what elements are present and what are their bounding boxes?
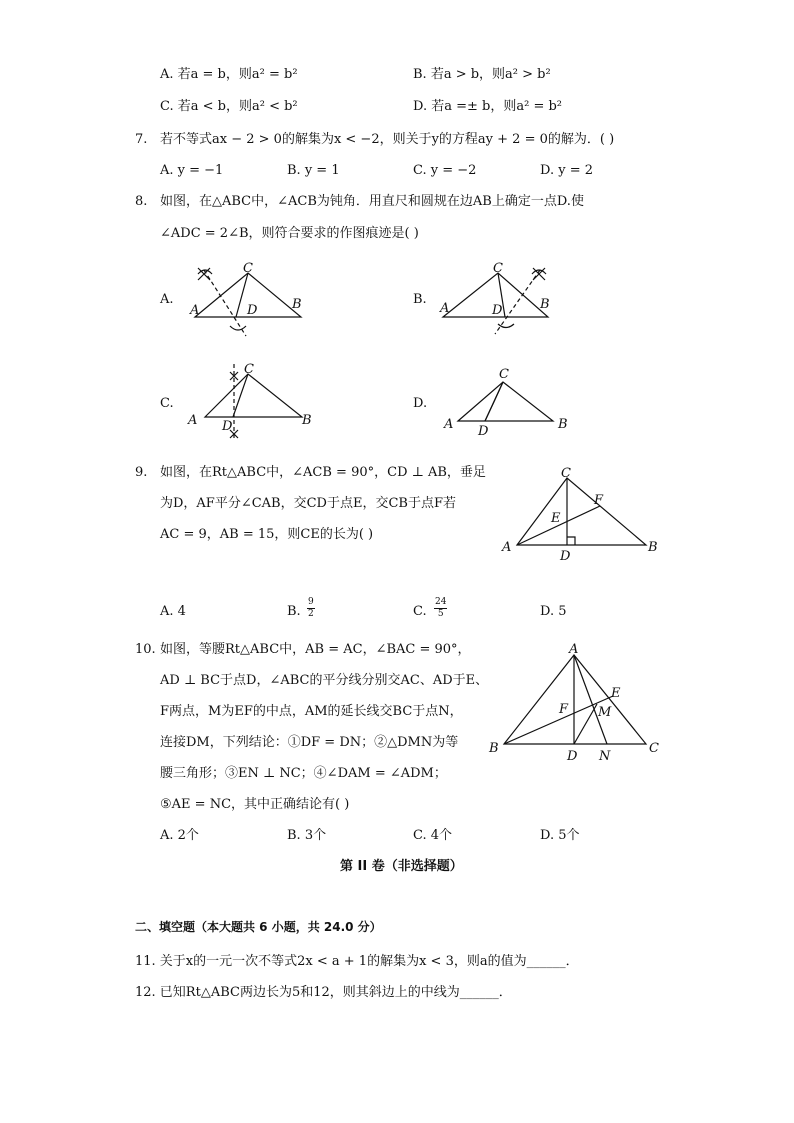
- q10-label-m: M: [598, 705, 612, 720]
- q9-label-f: F: [594, 493, 604, 508]
- q9-option-d: D. 5: [540, 604, 567, 619]
- q9-option-b-fraction: [307, 598, 315, 619]
- q8-d-label-d: D: [478, 424, 489, 439]
- q10-label-a: A: [569, 642, 579, 657]
- q9-option-c-numerator: 24: [435, 597, 447, 607]
- q10-number: 10.: [135, 642, 156, 657]
- q9-option-b-letter: B.: [287, 604, 301, 619]
- q10-stem-line3: F两点，M为EF的中点，AM的延长线交BC于点N，: [160, 704, 463, 719]
- q8-number: 8.: [135, 194, 148, 209]
- q8-option-a-letter: A.: [160, 292, 174, 307]
- q8-b-label-c: C: [493, 261, 503, 276]
- q6-option-d: D. 若a =± b，则a² = b²: [413, 99, 562, 114]
- q9-option-c-denominator: 5: [437, 609, 444, 619]
- q8-a-label-a: A: [190, 303, 200, 318]
- q7-option-b: B. y = 1: [287, 163, 340, 178]
- q7-number: 7.: [135, 132, 148, 147]
- q9-label-e: E: [551, 511, 561, 526]
- q10-option-d: D. 5个: [540, 828, 580, 843]
- q9-number: 9.: [135, 465, 148, 480]
- q6-option-c: C. 若a < b，则a² < b²: [160, 99, 298, 114]
- q7-option-d: D. y = 2: [540, 163, 593, 178]
- q10-stem-line1: 如图，等腰Rt△ABC中，AB = AC，∠BAC = 90°，: [160, 642, 471, 657]
- q9-option-c-letter: C.: [413, 604, 427, 619]
- q10-option-c: C. 4个: [413, 828, 453, 843]
- q9-label-a: A: [502, 540, 512, 555]
- q9-stem-line1: 如图，在Rt△ABC中，∠ACB = 90°，CD ⊥ AB，垂足: [160, 465, 486, 480]
- q8-c-label-a: A: [188, 413, 198, 428]
- q8-option-c-letter: C.: [160, 396, 174, 411]
- q12-text: 12. 已知Rt△ABC两边长为5和12，则其斜边上的中线为______．: [135, 985, 512, 1000]
- q10-stem-line2: AD ⊥ BC于点D，∠ABC的平分线分别交AC、AD于E、: [160, 673, 489, 688]
- q8-stem-line1: 如图，在△ABC中，∠ACB为钝角．用直尺和圆规在边AB上确定一点D.使: [160, 194, 584, 209]
- q10-stem-line5: 腰三角形；③EN ⊥ NC；④∠DAM = ∠ADM；: [160, 766, 447, 781]
- q10-option-b: B. 3个: [287, 828, 327, 843]
- q10-label-d: D: [567, 749, 578, 764]
- q7-option-c: C. y = −2: [413, 163, 477, 178]
- q9-label-d: D: [560, 549, 571, 564]
- q9-stem-line2: 为D，AF平分∠CAB，交CD于点E，交CB于点F若: [160, 496, 456, 511]
- q9-option-a: A. 4: [160, 604, 186, 619]
- q8-a-label-c: C: [243, 261, 253, 276]
- q8-option-d-letter: D.: [413, 396, 428, 411]
- q6-option-b: B. 若a > b，则a² > b²: [413, 67, 551, 82]
- q8-a-label-b: B: [292, 297, 302, 312]
- q8-c-label-d: D: [222, 419, 233, 434]
- q7-option-a: A. y = −1: [160, 163, 224, 178]
- q11-text: 11. 关于x的一元一次不等式2x < a + 1的解集为x < 3，则a的值为______．: [135, 954, 579, 969]
- part2-title: 第 II 卷（非选择题）: [340, 859, 463, 874]
- q9-label-c: C: [561, 466, 571, 481]
- q9-option-b-denominator: 2: [308, 609, 314, 619]
- q10-stem-line4: 连接DM，下列结论：①DF = DN；②△DMN为等: [160, 735, 459, 750]
- q10-stem-line6: ⑤AE = NC，其中正确结论有( ): [160, 797, 350, 812]
- q10-option-a: A. 2个: [160, 828, 199, 843]
- q9-option-c-fraction: [434, 598, 447, 619]
- q8-option-b-letter: B.: [413, 292, 427, 307]
- q6-option-a: A. 若a = b，则a² = b²: [160, 67, 298, 82]
- q10-label-n: N: [599, 749, 611, 764]
- q9-label-b: B: [648, 540, 658, 555]
- q8-b-label-d: D: [492, 303, 503, 318]
- q8-stem-line2: ∠ADC = 2∠B，则符合要求的作图痕迹是( ): [160, 226, 419, 241]
- q9-option-b-numerator: 9: [308, 597, 314, 607]
- q8-b-label-a: A: [440, 301, 450, 316]
- q10-label-f: F: [559, 702, 569, 717]
- q8-d-label-a: A: [444, 417, 454, 432]
- q10-label-c: C: [649, 741, 659, 756]
- q8-b-label-b: B: [540, 297, 550, 312]
- q8-a-label-d: D: [247, 303, 258, 318]
- q8-c-label-b: B: [302, 413, 312, 428]
- q7-stem: 若不等式ax − 2 > 0的解集为x < −2，则关于y的方程ay + 2 = 0的解为．( ): [160, 132, 615, 147]
- q9-stem-line3: AC = 9，AB = 15，则CE的长为( ): [160, 527, 374, 542]
- q10-label-e: E: [611, 686, 621, 701]
- q8-d-label-b: B: [558, 417, 568, 432]
- section2-heading: 二、填空题（本大题共 6 小题，共 24.0 分）: [135, 920, 382, 934]
- q10-label-b: B: [489, 741, 499, 756]
- q8-c-label-c: C: [244, 362, 254, 377]
- q8-d-label-c: C: [499, 367, 509, 382]
